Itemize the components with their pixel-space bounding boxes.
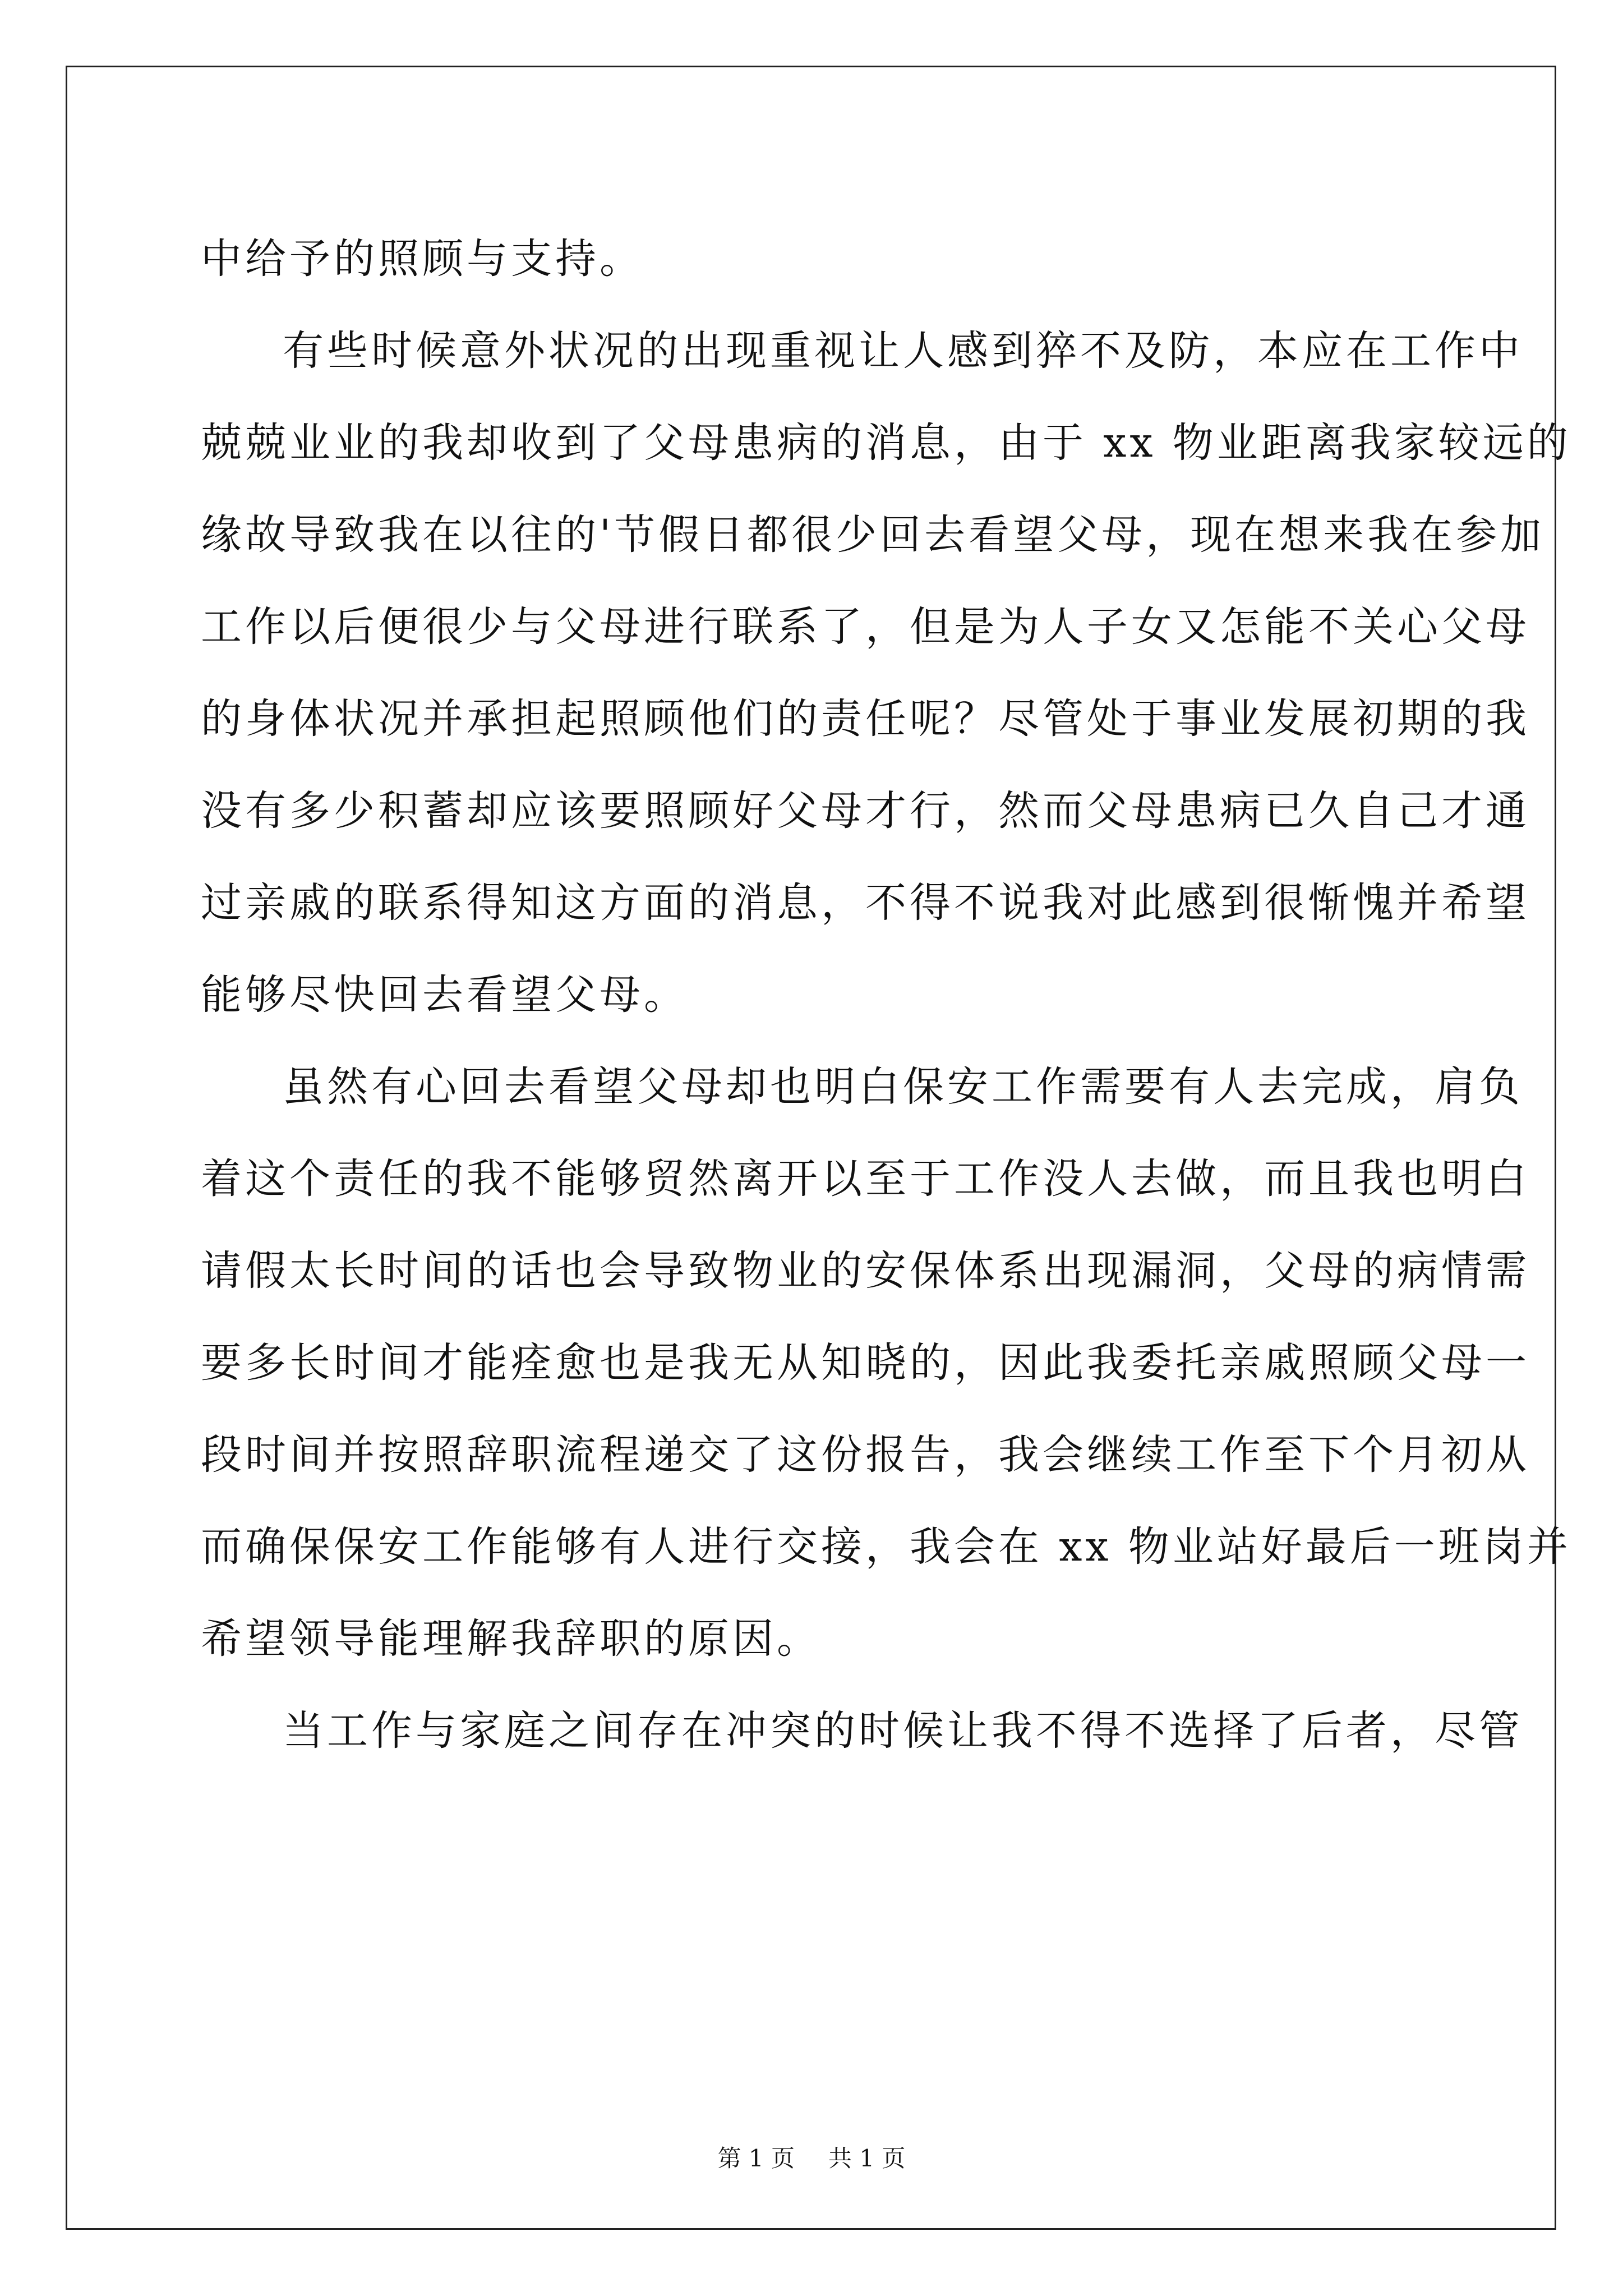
text-line: 过亲戚的联系得知这方面的消息，不得不说我对此感到很惭愧并希望 (201, 879, 1530, 927)
text-line: 没有多少积蓄却应该要照顾好父母才行，然而父母患病已久自己才通 (201, 787, 1530, 835)
text-line: 希望领导能理解我辞职的原因。 (201, 1615, 821, 1663)
text-line: 着这个责任的我不能够贸然离开以至于工作没人去做，而且我也明白 (201, 1155, 1530, 1203)
page-footer (0, 2140, 1623, 2174)
text-line: 的身体状况并承担起照顾他们的责任呢？尽管处于事业发展初期的我 (201, 695, 1530, 743)
document-body (201, 213, 1571, 1777)
text-line: 兢兢业业的我却收到了父母患病的消息，由于 xx 物业距离我家较远的 (201, 419, 1571, 467)
paragraph-first-line: 虽然有心回去看望父母却也明白保安工作需要有人去完成，肩负 (283, 1063, 1523, 1111)
text-line: 能够尽快回去看望父母。 (201, 971, 688, 1019)
text-line: 而确保保安工作能够有人进行交接，我会在 xx 物业站好最后一班岗并 (201, 1523, 1571, 1571)
text-line: 要多长时间才能痊愈也是我无从知晓的，因此我委托亲戚照顾父母一 (201, 1339, 1530, 1387)
page-total: 共 1 页 (828, 2145, 906, 2172)
text-line: 缘故导致我在以往的'节假日都很少回去看望父母，现在想来我在参加 (201, 511, 1545, 559)
page-number: 第 1 页 (717, 2145, 795, 2172)
text-line: 请假太长时间的话也会导致物业的安保体系出现漏洞，父母的病情需 (201, 1247, 1530, 1295)
paragraph-first-line: 有些时候意外状况的出现重视让人感到猝不及防，本应在工作中 (283, 327, 1523, 375)
text-line: 段时间并按照辞职流程递交了这份报告，我会继续工作至下个月初从 (201, 1431, 1530, 1479)
paragraph-first-line: 当工作与家庭之间存在冲突的时候让我不得不选择了后者，尽管 (283, 1707, 1523, 1755)
text-line: 中给予的照顾与支持。 (201, 235, 644, 283)
text-line: 工作以后便很少与父母进行联系了，但是为人子女又怎能不关心父母 (201, 603, 1530, 651)
